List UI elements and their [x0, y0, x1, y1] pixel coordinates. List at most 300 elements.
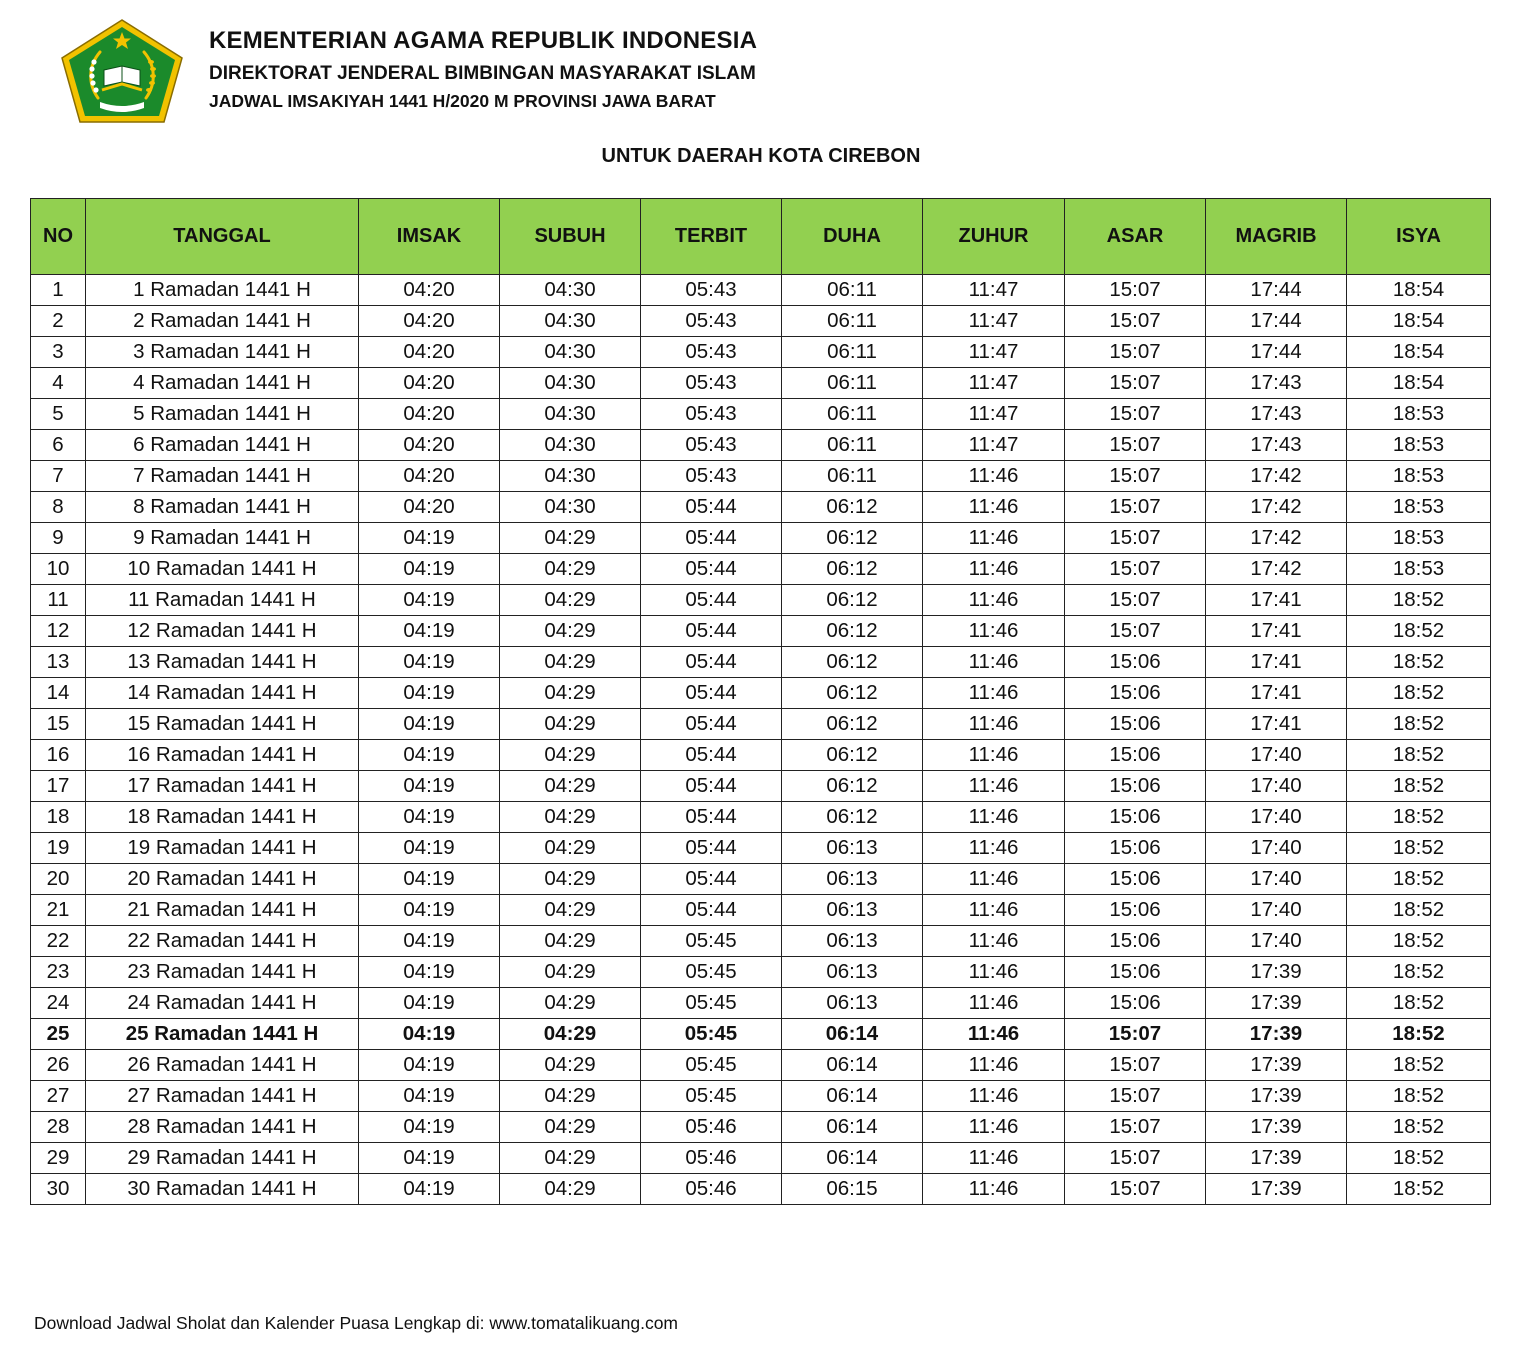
table-row: [31, 430, 1491, 461]
cell-subuh: 04:29: [500, 740, 641, 771]
cell-subuh: 04:30: [500, 492, 641, 523]
cell-imsak: 04:20: [359, 306, 500, 337]
cell-no: 21: [31, 895, 86, 926]
cell-zuhur: 11:46: [923, 1143, 1065, 1174]
cell-tanggal: 23 Ramadan 1441 H: [86, 957, 359, 988]
cell-asar: 15:06: [1065, 895, 1206, 926]
imsakiyah-table: [30, 198, 1491, 1205]
cell-imsak: 04:19: [359, 616, 500, 647]
column-header-duha: DUHA: [782, 199, 923, 275]
cell-no: 20: [31, 864, 86, 895]
cell-isya: 18:53: [1347, 399, 1491, 430]
cell-isya: 18:52: [1347, 833, 1491, 864]
cell-no: 3: [31, 337, 86, 368]
cell-asar: 15:07: [1065, 585, 1206, 616]
cell-imsak: 04:19: [359, 864, 500, 895]
cell-zuhur: 11:46: [923, 957, 1065, 988]
cell-magrib: 17:43: [1206, 430, 1347, 461]
cell-imsak: 04:19: [359, 1112, 500, 1143]
cell-duha: 06:13: [782, 957, 923, 988]
cell-asar: 15:07: [1065, 523, 1206, 554]
table-row: [31, 802, 1491, 833]
cell-subuh: 04:30: [500, 461, 641, 492]
cell-asar: 15:07: [1065, 430, 1206, 461]
cell-terbit: 05:44: [641, 864, 782, 895]
cell-asar: 15:06: [1065, 647, 1206, 678]
cell-imsak: 04:19: [359, 1050, 500, 1081]
cell-terbit: 05:43: [641, 399, 782, 430]
cell-duha: 06:14: [782, 1050, 923, 1081]
cell-tanggal: 29 Ramadan 1441 H: [86, 1143, 359, 1174]
cell-terbit: 05:43: [641, 368, 782, 399]
cell-asar: 15:06: [1065, 988, 1206, 1019]
cell-no: 10: [31, 554, 86, 585]
cell-no: 22: [31, 926, 86, 957]
cell-isya: 18:52: [1347, 926, 1491, 957]
cell-zuhur: 11:46: [923, 988, 1065, 1019]
cell-zuhur: 11:46: [923, 1081, 1065, 1112]
cell-zuhur: 11:46: [923, 864, 1065, 895]
table-body: [31, 275, 1491, 1205]
cell-isya: 18:53: [1347, 554, 1491, 585]
cell-no: 28: [31, 1112, 86, 1143]
cell-terbit: 05:44: [641, 895, 782, 926]
cell-duha: 06:12: [782, 492, 923, 523]
cell-imsak: 04:19: [359, 709, 500, 740]
cell-asar: 15:07: [1065, 1081, 1206, 1112]
cell-tanggal: 2 Ramadan 1441 H: [86, 306, 359, 337]
cell-asar: 15:07: [1065, 275, 1206, 306]
cell-duha: 06:13: [782, 988, 923, 1019]
cell-isya: 18:53: [1347, 492, 1491, 523]
cell-tanggal: 16 Ramadan 1441 H: [86, 740, 359, 771]
cell-terbit: 05:44: [641, 616, 782, 647]
cell-isya: 18:54: [1347, 337, 1491, 368]
cell-isya: 18:52: [1347, 740, 1491, 771]
cell-magrib: 17:39: [1206, 1081, 1347, 1112]
cell-asar: 15:06: [1065, 740, 1206, 771]
cell-zuhur: 11:46: [923, 1112, 1065, 1143]
cell-zuhur: 11:46: [923, 1019, 1065, 1050]
cell-no: 9: [31, 523, 86, 554]
cell-isya: 18:52: [1347, 1143, 1491, 1174]
cell-no: 30: [31, 1174, 86, 1205]
cell-no: 25: [31, 1019, 86, 1050]
cell-magrib: 17:39: [1206, 1112, 1347, 1143]
table-row: [31, 1050, 1491, 1081]
cell-subuh: 04:29: [500, 554, 641, 585]
cell-isya: 18:52: [1347, 616, 1491, 647]
cell-subuh: 04:29: [500, 523, 641, 554]
table-row: [31, 337, 1491, 368]
cell-isya: 18:52: [1347, 585, 1491, 616]
cell-tanggal: 17 Ramadan 1441 H: [86, 771, 359, 802]
table-row: [31, 709, 1491, 740]
cell-duha: 06:14: [782, 1143, 923, 1174]
cell-terbit: 05:43: [641, 430, 782, 461]
table-row: [31, 678, 1491, 709]
cell-imsak: 04:19: [359, 771, 500, 802]
cell-asar: 15:07: [1065, 399, 1206, 430]
cell-imsak: 04:19: [359, 1081, 500, 1112]
table-header-row: [31, 199, 1491, 275]
cell-asar: 15:06: [1065, 926, 1206, 957]
cell-zuhur: 11:46: [923, 616, 1065, 647]
cell-zuhur: 11:46: [923, 678, 1065, 709]
cell-magrib: 17:41: [1206, 709, 1347, 740]
cell-imsak: 04:19: [359, 740, 500, 771]
cell-terbit: 05:45: [641, 957, 782, 988]
cell-duha: 06:11: [782, 275, 923, 306]
cell-isya: 18:52: [1347, 1081, 1491, 1112]
cell-no: 27: [31, 1081, 86, 1112]
cell-subuh: 04:29: [500, 864, 641, 895]
cell-tanggal: 15 Ramadan 1441 H: [86, 709, 359, 740]
cell-magrib: 17:44: [1206, 275, 1347, 306]
schedule-title: JADWAL IMSAKIYAH 1441 H/2020 M PROVINSI JAWA BARAT: [209, 91, 716, 111]
cell-tanggal: 10 Ramadan 1441 H: [86, 554, 359, 585]
cell-magrib: 17:39: [1206, 1174, 1347, 1205]
cell-duha: 06:12: [782, 647, 923, 678]
cell-zuhur: 11:46: [923, 833, 1065, 864]
cell-subuh: 04:29: [500, 771, 641, 802]
cell-magrib: 17:39: [1206, 1143, 1347, 1174]
cell-isya: 18:52: [1347, 957, 1491, 988]
cell-tanggal: 14 Ramadan 1441 H: [86, 678, 359, 709]
cell-duha: 06:12: [782, 554, 923, 585]
cell-asar: 15:07: [1065, 306, 1206, 337]
cell-imsak: 04:19: [359, 1143, 500, 1174]
column-header-terbit: TERBIT: [641, 199, 782, 275]
cell-tanggal: 13 Ramadan 1441 H: [86, 647, 359, 678]
cell-isya: 18:52: [1347, 802, 1491, 833]
cell-duha: 06:12: [782, 802, 923, 833]
column-header-tanggal: TANGGAL: [86, 199, 359, 275]
cell-subuh: 04:29: [500, 585, 641, 616]
cell-subuh: 04:29: [500, 616, 641, 647]
cell-tanggal: 18 Ramadan 1441 H: [86, 802, 359, 833]
cell-asar: 15:07: [1065, 554, 1206, 585]
cell-subuh: 04:30: [500, 337, 641, 368]
cell-terbit: 05:44: [641, 647, 782, 678]
cell-duha: 06:12: [782, 585, 923, 616]
cell-zuhur: 11:46: [923, 585, 1065, 616]
cell-tanggal: 25 Ramadan 1441 H: [86, 1019, 359, 1050]
cell-tanggal: 26 Ramadan 1441 H: [86, 1050, 359, 1081]
cell-imsak: 04:20: [359, 492, 500, 523]
cell-terbit: 05:43: [641, 461, 782, 492]
cell-subuh: 04:29: [500, 678, 641, 709]
table-row: [31, 771, 1491, 802]
column-header-asar: ASAR: [1065, 199, 1206, 275]
cell-zuhur: 11:46: [923, 926, 1065, 957]
cell-imsak: 04:19: [359, 895, 500, 926]
cell-no: 7: [31, 461, 86, 492]
cell-isya: 18:52: [1347, 678, 1491, 709]
cell-tanggal: 4 Ramadan 1441 H: [86, 368, 359, 399]
cell-zuhur: 11:46: [923, 895, 1065, 926]
cell-subuh: 04:29: [500, 988, 641, 1019]
cell-imsak: 04:20: [359, 368, 500, 399]
cell-asar: 15:07: [1065, 616, 1206, 647]
cell-imsak: 04:19: [359, 1174, 500, 1205]
cell-duha: 06:12: [782, 740, 923, 771]
table-row: [31, 368, 1491, 399]
cell-magrib: 17:41: [1206, 647, 1347, 678]
cell-tanggal: 24 Ramadan 1441 H: [86, 988, 359, 1019]
cell-isya: 18:52: [1347, 1174, 1491, 1205]
cell-isya: 18:53: [1347, 523, 1491, 554]
cell-asar: 15:06: [1065, 678, 1206, 709]
cell-isya: 18:54: [1347, 275, 1491, 306]
cell-imsak: 04:19: [359, 585, 500, 616]
cell-terbit: 05:43: [641, 337, 782, 368]
cell-asar: 15:07: [1065, 461, 1206, 492]
cell-asar: 15:07: [1065, 368, 1206, 399]
cell-zuhur: 11:46: [923, 523, 1065, 554]
cell-tanggal: 6 Ramadan 1441 H: [86, 430, 359, 461]
cell-asar: 15:07: [1065, 337, 1206, 368]
cell-duha: 06:11: [782, 430, 923, 461]
cell-no: 16: [31, 740, 86, 771]
cell-zuhur: 11:47: [923, 399, 1065, 430]
cell-tanggal: 27 Ramadan 1441 H: [86, 1081, 359, 1112]
table-row: [31, 957, 1491, 988]
column-header-zuhur: ZUHUR: [923, 199, 1065, 275]
cell-no: 26: [31, 1050, 86, 1081]
cell-magrib: 17:39: [1206, 1050, 1347, 1081]
cell-magrib: 17:41: [1206, 616, 1347, 647]
ministry-name: KEMENTERIAN AGAMA REPUBLIK INDONESIA: [209, 27, 758, 54]
cell-terbit: 05:44: [641, 554, 782, 585]
cell-terbit: 05:44: [641, 833, 782, 864]
cell-magrib: 17:42: [1206, 554, 1347, 585]
cell-duha: 06:13: [782, 864, 923, 895]
table-row: [31, 988, 1491, 1019]
cell-zuhur: 11:47: [923, 306, 1065, 337]
cell-duha: 06:14: [782, 1081, 923, 1112]
cell-magrib: 17:43: [1206, 368, 1347, 399]
table-row: [31, 523, 1491, 554]
cell-isya: 18:53: [1347, 461, 1491, 492]
cell-magrib: 17:42: [1206, 461, 1347, 492]
cell-imsak: 04:20: [359, 275, 500, 306]
cell-tanggal: 30 Ramadan 1441 H: [86, 1174, 359, 1205]
cell-isya: 18:52: [1347, 709, 1491, 740]
table-row: [31, 926, 1491, 957]
cell-subuh: 04:29: [500, 1019, 641, 1050]
cell-magrib: 17:40: [1206, 864, 1347, 895]
cell-tanggal: 22 Ramadan 1441 H: [86, 926, 359, 957]
cell-zuhur: 11:47: [923, 430, 1065, 461]
cell-magrib: 17:40: [1206, 833, 1347, 864]
cell-zuhur: 11:47: [923, 275, 1065, 306]
cell-terbit: 05:44: [641, 771, 782, 802]
table-row: [31, 1143, 1491, 1174]
cell-zuhur: 11:47: [923, 368, 1065, 399]
cell-subuh: 04:29: [500, 1081, 641, 1112]
cell-asar: 15:07: [1065, 1112, 1206, 1143]
cell-terbit: 05:44: [641, 740, 782, 771]
cell-tanggal: 1 Ramadan 1441 H: [86, 275, 359, 306]
cell-magrib: 17:44: [1206, 306, 1347, 337]
cell-subuh: 04:29: [500, 1174, 641, 1205]
table-row: [31, 1174, 1491, 1205]
cell-zuhur: 11:46: [923, 461, 1065, 492]
cell-isya: 18:52: [1347, 771, 1491, 802]
ministry-logo: [58, 18, 186, 124]
cell-magrib: 17:40: [1206, 802, 1347, 833]
cell-no: 13: [31, 647, 86, 678]
cell-subuh: 04:29: [500, 1050, 641, 1081]
cell-no: 17: [31, 771, 86, 802]
cell-duha: 06:12: [782, 523, 923, 554]
cell-imsak: 04:19: [359, 926, 500, 957]
cell-asar: 15:07: [1065, 1143, 1206, 1174]
cell-isya: 18:54: [1347, 306, 1491, 337]
cell-magrib: 17:40: [1206, 926, 1347, 957]
cell-imsak: 04:19: [359, 988, 500, 1019]
cell-magrib: 17:41: [1206, 678, 1347, 709]
table-row: [31, 554, 1491, 585]
cell-terbit: 05:44: [641, 492, 782, 523]
cell-duha: 06:14: [782, 1019, 923, 1050]
cell-asar: 15:07: [1065, 492, 1206, 523]
cell-terbit: 05:43: [641, 306, 782, 337]
table-row: [31, 740, 1491, 771]
cell-terbit: 05:45: [641, 1081, 782, 1112]
footer-download-note: Download Jadwal Sholat dan Kalender Puasa Lengkap di: www.tomatalikuang.com: [34, 1313, 679, 1333]
table-row: [31, 1112, 1491, 1143]
cell-magrib: 17:41: [1206, 585, 1347, 616]
cell-isya: 18:52: [1347, 1019, 1491, 1050]
cell-magrib: 17:40: [1206, 771, 1347, 802]
cell-tanggal: 8 Ramadan 1441 H: [86, 492, 359, 523]
cell-no: 5: [31, 399, 86, 430]
cell-zuhur: 11:46: [923, 647, 1065, 678]
table-row: [31, 647, 1491, 678]
table-row: [31, 275, 1491, 306]
cell-imsak: 04:19: [359, 523, 500, 554]
cell-no: 23: [31, 957, 86, 988]
cell-imsak: 04:19: [359, 957, 500, 988]
cell-zuhur: 11:47: [923, 337, 1065, 368]
table-row: [31, 616, 1491, 647]
cell-duha: 06:12: [782, 771, 923, 802]
ministry-emblem-icon: [58, 18, 186, 124]
cell-zuhur: 11:46: [923, 554, 1065, 585]
cell-no: 2: [31, 306, 86, 337]
cell-no: 19: [31, 833, 86, 864]
cell-duha: 06:11: [782, 337, 923, 368]
cell-subuh: 04:29: [500, 833, 641, 864]
table-row: [31, 306, 1491, 337]
cell-isya: 18:52: [1347, 1050, 1491, 1081]
cell-terbit: 05:44: [641, 709, 782, 740]
cell-tanggal: 19 Ramadan 1441 H: [86, 833, 359, 864]
cell-no: 12: [31, 616, 86, 647]
cell-subuh: 04:30: [500, 399, 641, 430]
cell-magrib: 17:39: [1206, 988, 1347, 1019]
cell-zuhur: 11:46: [923, 771, 1065, 802]
cell-subuh: 04:30: [500, 306, 641, 337]
cell-tanggal: 20 Ramadan 1441 H: [86, 864, 359, 895]
cell-isya: 18:52: [1347, 1112, 1491, 1143]
cell-isya: 18:52: [1347, 864, 1491, 895]
cell-subuh: 04:29: [500, 802, 641, 833]
cell-duha: 06:11: [782, 306, 923, 337]
cell-zuhur: 11:46: [923, 1174, 1065, 1205]
cell-imsak: 04:19: [359, 833, 500, 864]
cell-terbit: 05:46: [641, 1143, 782, 1174]
cell-duha: 06:15: [782, 1174, 923, 1205]
cell-imsak: 04:20: [359, 430, 500, 461]
cell-terbit: 05:45: [641, 926, 782, 957]
cell-asar: 15:06: [1065, 957, 1206, 988]
cell-subuh: 04:30: [500, 368, 641, 399]
cell-terbit: 05:46: [641, 1174, 782, 1205]
cell-subuh: 04:29: [500, 1112, 641, 1143]
cell-isya: 18:52: [1347, 895, 1491, 926]
cell-duha: 06:11: [782, 368, 923, 399]
table-row: [31, 864, 1491, 895]
cell-asar: 15:06: [1065, 802, 1206, 833]
cell-terbit: 05:44: [641, 523, 782, 554]
cell-isya: 18:52: [1347, 988, 1491, 1019]
cell-tanggal: 3 Ramadan 1441 H: [86, 337, 359, 368]
cell-asar: 15:07: [1065, 1174, 1206, 1205]
cell-isya: 18:53: [1347, 430, 1491, 461]
cell-no: 1: [31, 275, 86, 306]
cell-subuh: 04:29: [500, 895, 641, 926]
cell-tanggal: 11 Ramadan 1441 H: [86, 585, 359, 616]
cell-asar: 15:06: [1065, 864, 1206, 895]
cell-no: 6: [31, 430, 86, 461]
table-row: [31, 399, 1491, 430]
cell-zuhur: 11:46: [923, 740, 1065, 771]
cell-zuhur: 11:46: [923, 1050, 1065, 1081]
table-row: [31, 1081, 1491, 1112]
cell-tanggal: 21 Ramadan 1441 H: [86, 895, 359, 926]
cell-zuhur: 11:46: [923, 709, 1065, 740]
cell-magrib: 17:39: [1206, 957, 1347, 988]
cell-magrib: 17:42: [1206, 492, 1347, 523]
cell-terbit: 05:43: [641, 275, 782, 306]
cell-terbit: 05:45: [641, 1050, 782, 1081]
cell-subuh: 04:29: [500, 926, 641, 957]
cell-imsak: 04:20: [359, 337, 500, 368]
cell-no: 29: [31, 1143, 86, 1174]
cell-imsak: 04:19: [359, 647, 500, 678]
table-row: [31, 492, 1491, 523]
cell-subuh: 04:30: [500, 430, 641, 461]
region-title: UNTUK DAERAH KOTA CIREBON: [601, 145, 921, 167]
cell-asar: 15:06: [1065, 709, 1206, 740]
cell-terbit: 05:44: [641, 585, 782, 616]
cell-terbit: 05:44: [641, 678, 782, 709]
table-row: [31, 1019, 1491, 1050]
column-header-subuh: SUBUH: [500, 199, 641, 275]
cell-duha: 06:12: [782, 616, 923, 647]
cell-duha: 06:13: [782, 833, 923, 864]
cell-magrib: 17:44: [1206, 337, 1347, 368]
directorate-name: DIREKTORAT JENDERAL BIMBINGAN MASYARAKAT ISLAM: [209, 63, 756, 84]
cell-no: 15: [31, 709, 86, 740]
cell-duha: 06:13: [782, 895, 923, 926]
cell-tanggal: 28 Ramadan 1441 H: [86, 1112, 359, 1143]
cell-asar: 15:07: [1065, 1050, 1206, 1081]
cell-no: 8: [31, 492, 86, 523]
